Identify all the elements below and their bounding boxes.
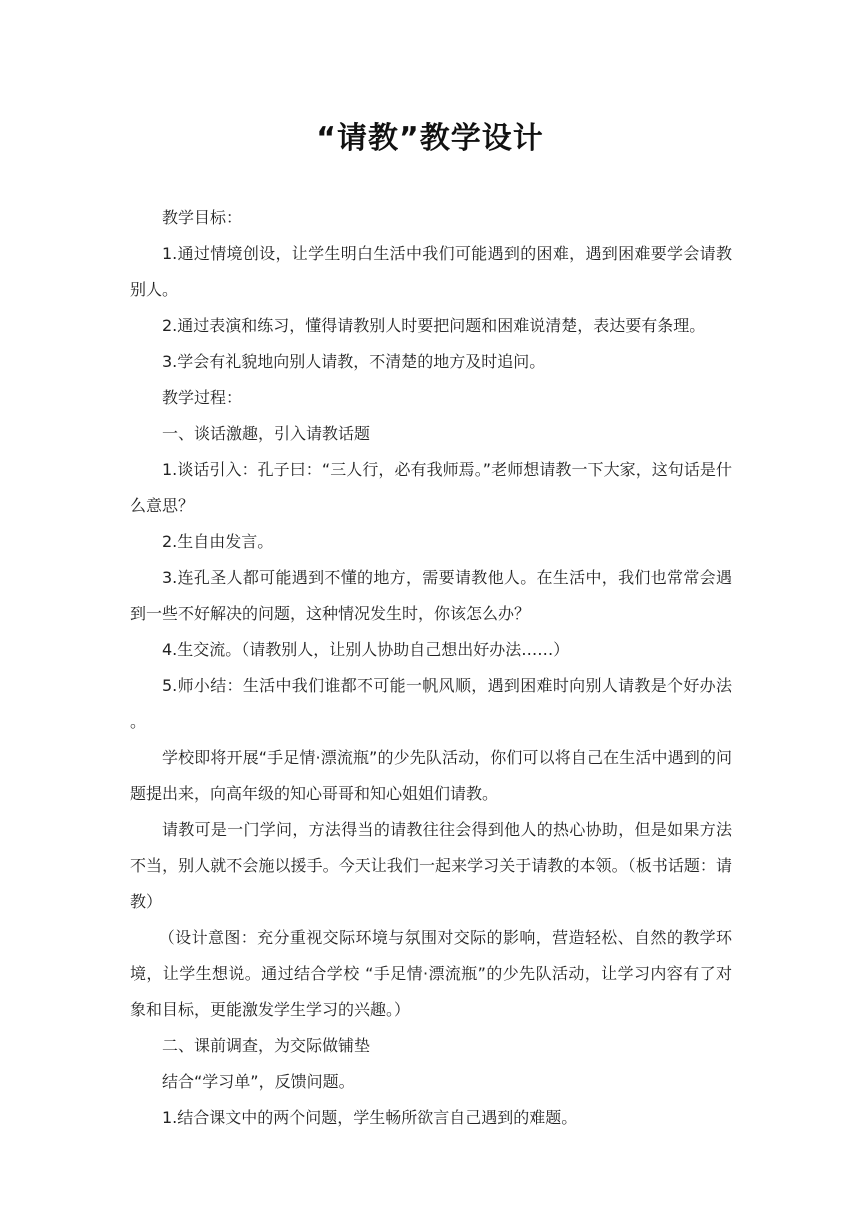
goal-item-3: 3.学会有礼貌地向别人请教，不清楚的地方及时追问。 (162, 352, 546, 371)
goal-item-2: 2.通过表演和练习，懂得请教别人时要把问题和困难说清楚，表达要有条理。 (162, 316, 706, 335)
goal-item-1: 1.通过情境创设，让学生明白生活中我们可能遇到的困难，遇到困难要学会请教别人。 (130, 244, 732, 299)
section-heading-goals: 教学目标： (162, 208, 243, 227)
paragraph: 请教可是一门学问，方法得当的请教往往会得到他人的热心协助，但是如果方法不当，别人就不会施以援手。今天让我们一起来学习关于请教的本领。（板书话题：请教） (130, 820, 732, 911)
step-heading-2: 二、课前调查，为交际做铺垫 (162, 1036, 371, 1055)
section-heading-process: 教学过程： (162, 388, 243, 407)
design-intent-note: （设计意图：充分重视交际环境与氛围对交际的影响，营造轻松、自然的教学环境，让学生想说。通过结合学校 “手足情·漂流瓶”的少先队活动，让学习内容有了对象和目标，更能激发学生学习的兴趣。） (130, 928, 732, 1019)
document-body (130, 200, 732, 1136)
paragraph: 学校即将开展“手足情·漂流瓶”的少先队活动，你们可以将自己在生活中遇到的问题提出来，向高年级的知心哥哥和知心姐姐们请教。 (130, 748, 732, 803)
paragraph: 2.生自由发言。 (162, 532, 274, 551)
paragraph: 5.师小结：生活中我们谁都不可能一帆风顺，遇到困难时向别人请教是个好办法。 (130, 676, 732, 731)
paragraph: 4.生交流。（请教别人，让别人协助自己想出好办法……） (162, 640, 570, 659)
document-title: “请教”教学设计 (316, 121, 544, 156)
paragraph: 1.结合课文中的两个问题，学生畅所欲言自己遇到的难题。 (162, 1108, 578, 1127)
paragraph: 1.谈话引入：孔子曰：“三人行，必有我师焉。”老师想请教一下大家，这句话是什么意思？ (130, 460, 732, 515)
paragraph: 结合“学习单”，反馈问题。 (162, 1072, 355, 1091)
paragraph: 3.连孔圣人都可能遇到不懂的地方，需要请教他人。在生活中，我们也常常会遇到一些不好解决的问题，这种情况发生时，你该怎么办？ (130, 568, 732, 623)
step-heading-1: 一、谈话激趣，引入请教话题 (162, 424, 371, 443)
